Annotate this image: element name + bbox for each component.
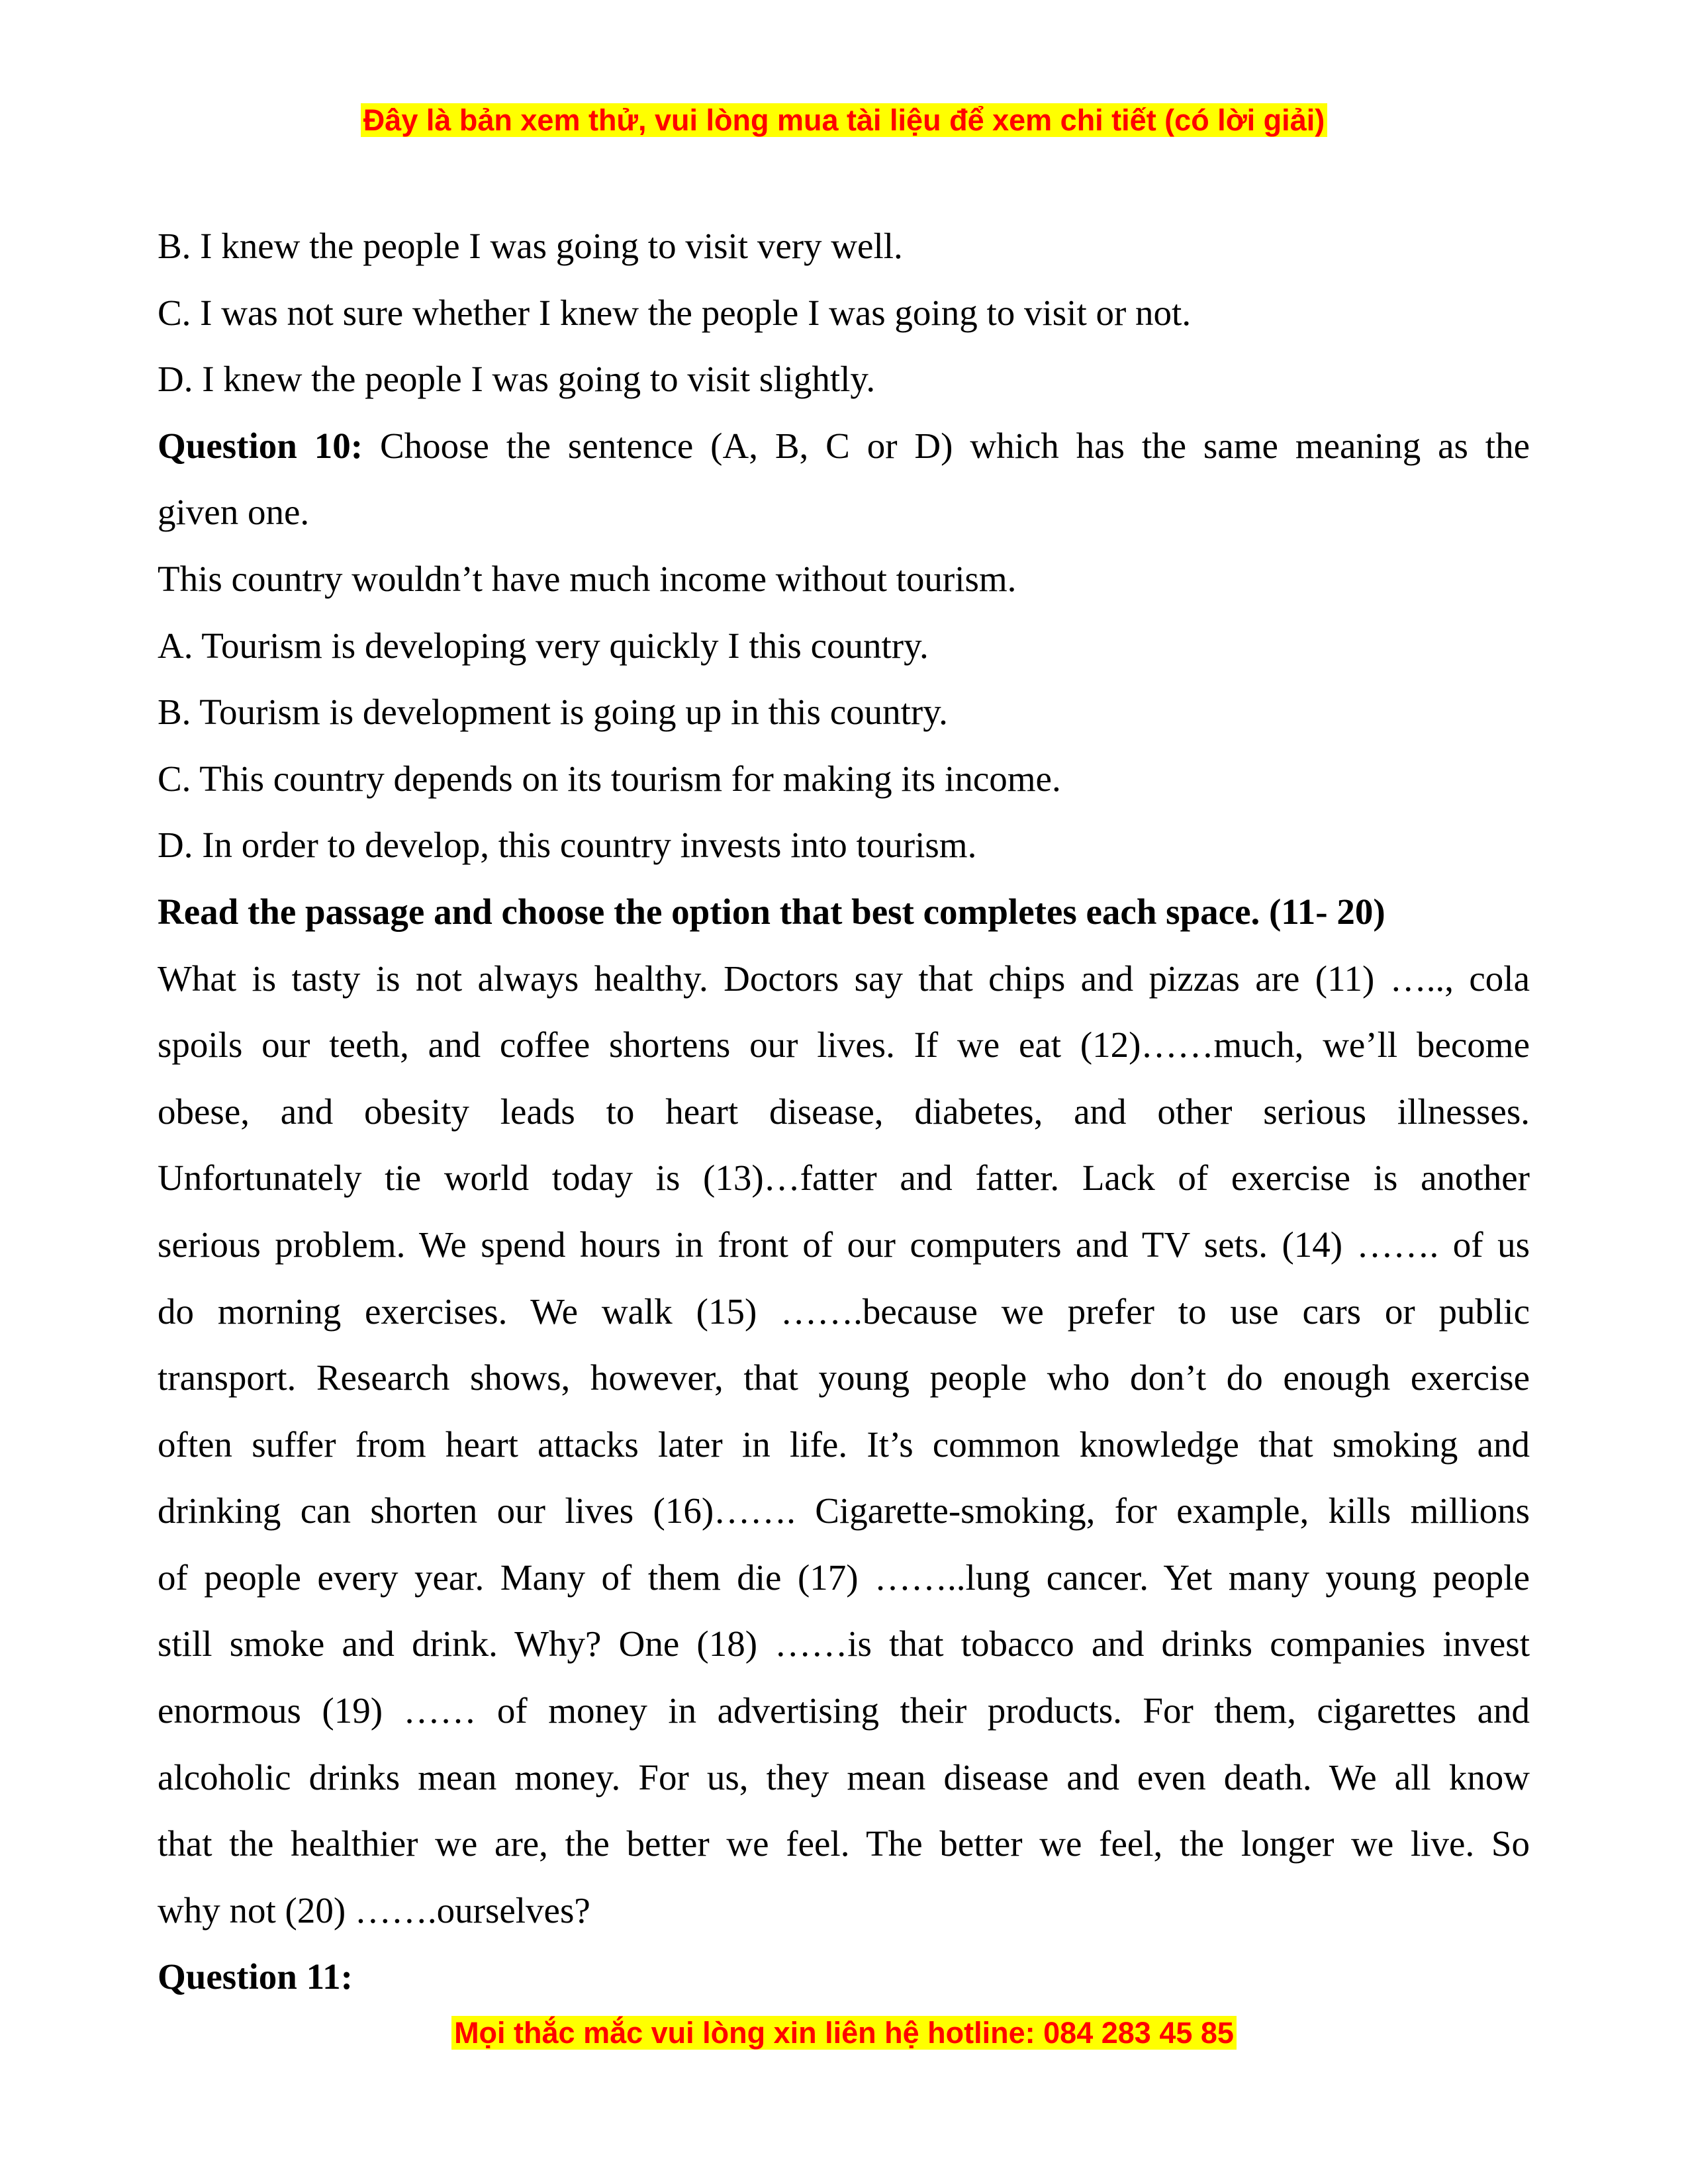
passage-line: Unfortunately tie world today is (13)…fatter and fatter. Lack of exercise is another <box>158 1158 1530 1199</box>
preview-notice-banner <box>0 101 1688 140</box>
q10-label: Question 10: <box>158 425 363 466</box>
q10-instruction-continued: given one. <box>158 492 310 533</box>
q9-option-d: D. I knew the people I was going to visit slightly. <box>158 359 876 400</box>
passage-line: do morning exercises. We walk (15) …….because we prefer to use cars or public <box>158 1291 1530 1332</box>
passage-line: still smoke and drink. Why? One (18) ……is that tobacco and drinks companies invest <box>158 1623 1530 1664</box>
q10-option-d: D. In order to develop, this country invests into tourism. <box>158 825 977 866</box>
passage-line: alcoholic drinks mean money. For us, they mean disease and even death. We all know <box>158 1756 1530 1797</box>
q10-option-b: B. Tourism is development is going up in this country. <box>158 692 948 733</box>
passage-line: enormous (19) …… of money in advertising their products. For them, cigarettes and <box>158 1690 1530 1731</box>
q10-option-a: A. Tourism is developing very quickly I this country. <box>158 625 929 666</box>
q11-label: Question 11: <box>158 1956 353 1997</box>
q10-prompt: This country wouldn’t have much income without tourism. <box>158 558 1017 599</box>
document-body <box>158 213 1530 2011</box>
hotline-text: Mọi thắc mắc vui lòng xin liên hệ hotline: 084 283 45 85 <box>451 2016 1237 2050</box>
q10-instruction <box>158 413 1530 480</box>
passage-line: obese, and obesity leads to heart disease, diabetes, and other serious illnesses. <box>158 1091 1530 1132</box>
passage-line: that the healthier we are, the better we feel. The better we feel, the longer we live. So <box>158 1823 1530 1864</box>
passage-line: What is tasty is not always healthy. Doctors say that chips and pizzas are (11) ….., cola <box>158 958 1530 999</box>
passage-line-last: why not (20) …….ourselves? <box>158 1889 590 1931</box>
passage-line: drinking can shorten our lives (16)……. Cigarette-smoking, for example, kills millions <box>158 1490 1530 1531</box>
hotline-banner <box>0 2013 1688 2053</box>
passage-line: spoils our teeth, and coffee shortens our lives. If we eat (12)……much, we’ll become <box>158 1024 1530 1066</box>
q9-option-c: C. I was not sure whether I knew the people I was going to visit or not. <box>158 292 1192 333</box>
q10-instruction-text: Choose the sentence (A, B, C or D) which has the same meaning as the <box>379 425 1530 466</box>
passage-heading: Read the passage and choose the option that best completes each space. (11- 20) <box>158 891 1385 932</box>
passage-line: serious problem. We spend hours in front of our computers and TV sets. (14) ……. of us <box>158 1224 1530 1265</box>
passage-line: often suffer from heart attacks later in life. It’s common knowledge that smoking and <box>158 1424 1530 1465</box>
preview-notice-text: Đây là bản xem thử, vui lòng mua tài liệu để xem chi tiết (có lời giải) <box>361 103 1327 137</box>
passage-line: of people every year. Many of them die (17) ……..lung cancer. Yet many young people <box>158 1557 1530 1598</box>
q10-option-c: C. This country depends on its tourism for making its income. <box>158 758 1061 799</box>
passage-line: transport. Research shows, however, that young people who don’t do enough exercise <box>158 1357 1530 1398</box>
q9-option-b: B. I knew the people I was going to visit very well. <box>158 226 903 266</box>
